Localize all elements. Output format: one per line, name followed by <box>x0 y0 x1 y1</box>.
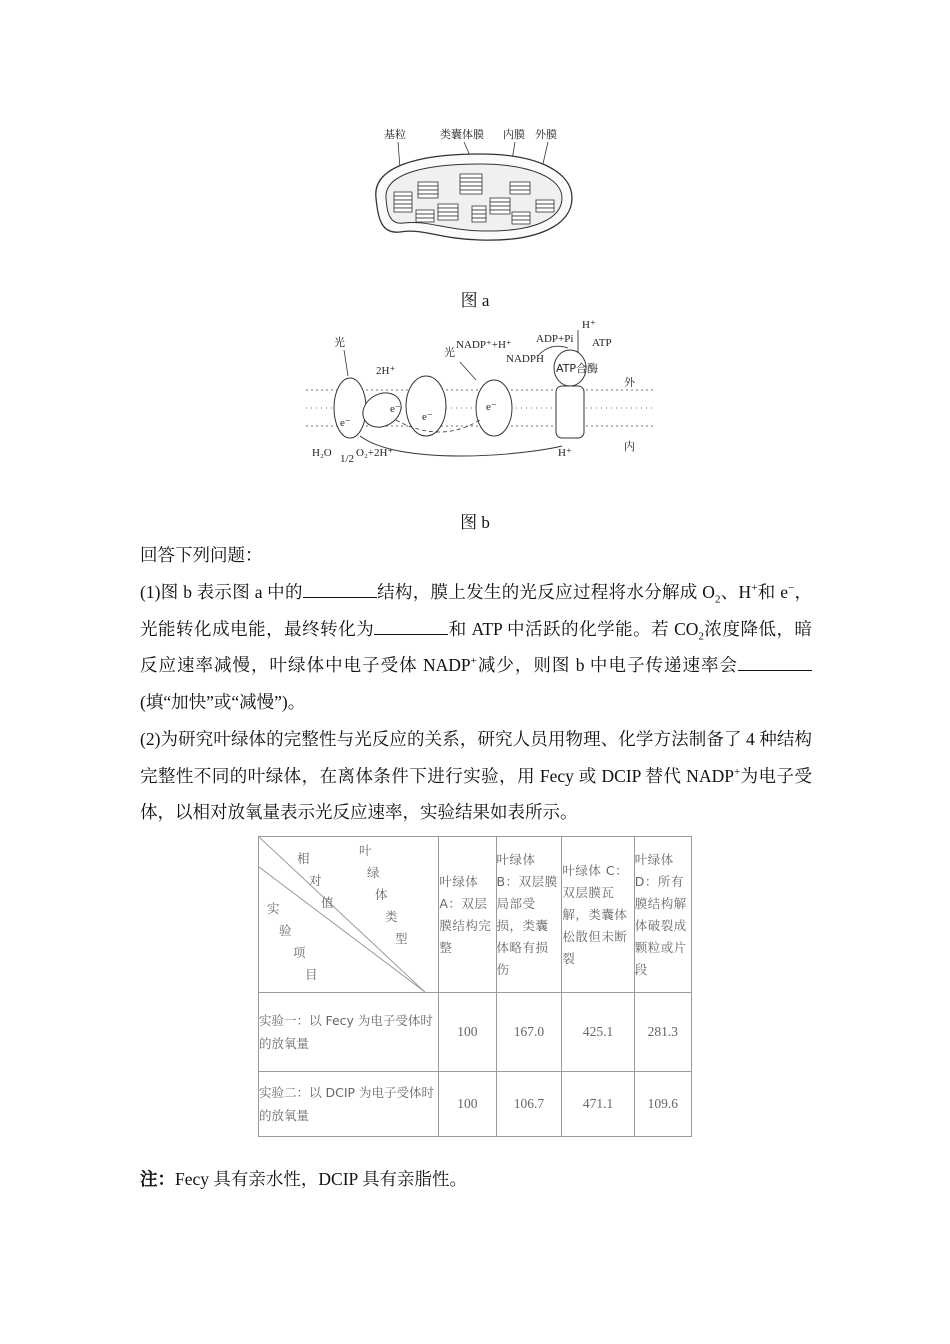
answer-blank-2[interactable] <box>374 616 448 635</box>
label-outside: 外 <box>624 376 635 389</box>
label-atp: ATP <box>592 337 612 349</box>
svg-text:相: 相 <box>297 851 310 866</box>
label-thylakoid-membrane: 类囊体膜 <box>440 128 484 141</box>
table-header-row <box>259 837 692 993</box>
footnote-text: Fecy 具有亲水性，DCIP 具有亲脂性。 <box>175 1169 467 1189</box>
column-header-b: 叶绿体 B：双层膜局部受损，类囊体略有损伤 <box>496 837 562 993</box>
results-table <box>258 836 692 1137</box>
svg-text:实: 实 <box>267 901 280 916</box>
svg-text:类: 类 <box>385 909 398 924</box>
svg-text:目: 目 <box>305 967 318 982</box>
answer-blank-3[interactable] <box>738 652 812 671</box>
table-row <box>259 993 692 1072</box>
table-cell: 109.6 <box>634 1072 691 1137</box>
label-inner-membrane: 内膜 <box>503 128 525 141</box>
figure-a-caption: 图 a <box>460 291 490 310</box>
label-electron-2: e⁻ <box>390 403 401 415</box>
table-cell: 100 <box>439 993 496 1072</box>
label-inside: 内 <box>624 440 635 453</box>
svg-text:项: 项 <box>293 945 306 960</box>
question-2: (2)为研究叶绿体的完整性与光反应的关系，研究人员用物理、化学方法制备了 4 种结构完整性不同的叶绿体，在离体条件下进行实验，用 Fecy 或 DCIP 替代 NADP+为电子受体，以相对放氧量表示光反应速率，实验结果如表所示。 <box>140 729 812 822</box>
table-cell: 100 <box>439 1072 496 1137</box>
label-h-bottom: H⁺ <box>558 447 572 459</box>
label-2h: 2H⁺ <box>376 365 396 377</box>
figure-b-caption: 图 b <box>460 513 490 532</box>
svg-text:验: 验 <box>279 923 292 938</box>
table-cell: 167.0 <box>496 993 562 1072</box>
column-header-a: 叶绿体 A：双层膜结构完整 <box>439 837 496 993</box>
figure-a-chloroplast <box>360 120 600 250</box>
label-electron-1: e⁻ <box>340 417 351 429</box>
label-half: 1/2 <box>340 453 355 465</box>
question-intro: 回答下列问题： <box>140 545 263 565</box>
corner-diagonals <box>259 837 425 992</box>
svg-text:对: 对 <box>309 873 322 888</box>
footnote-prefix: 注： <box>140 1169 175 1189</box>
label-h-top: H⁺ <box>582 319 596 331</box>
svg-text:叶: 叶 <box>359 843 372 858</box>
column-header-d: 叶绿体 D：所有膜结构解体破裂成颗粒或片段 <box>634 837 691 993</box>
chloroplast-diagram <box>360 120 600 250</box>
table-cell: 281.3 <box>634 993 691 1072</box>
column-header-c: 叶绿体 C：双层膜瓦解，类囊体松散但未断裂 <box>562 837 634 993</box>
table-cell: 106.7 <box>496 1072 562 1137</box>
svg-text:型: 型 <box>395 931 408 946</box>
svg-text:绿: 绿 <box>367 865 380 880</box>
table-row <box>259 1072 692 1137</box>
label-water: H₂O <box>312 447 332 459</box>
label-light-1: 光 <box>334 336 345 349</box>
label-atp-synthase: ATP合酶 <box>556 362 599 375</box>
label-light-2: 光 <box>444 346 455 359</box>
table-cell: 425.1 <box>562 993 634 1072</box>
footnote <box>140 1166 467 1191</box>
label-outer-membrane: 外膜 <box>535 128 557 141</box>
label-nadp: NADP⁺+H⁺ <box>456 339 512 351</box>
figure-b-thylakoid-membrane <box>300 316 660 466</box>
question-1: (1)图 b 表示图 a 中的 结构，膜上发生的光反应过程将水分解成 $O_2$、H+和 e−，光能转化成电能，最终转化为 和 ATP 中活跃的化学能。若 $CO_2$浓度降低，暗反应速率减慢，叶绿体中电子受体 NADP+减少，则图 b 中电子传递速率会(填“加快”或“减慢”)。 <box>140 574 812 720</box>
row-label-experiment-2: 实验二：以 DCIP 为电子受体时的放氧量 <box>259 1072 439 1137</box>
label-electron-3: e⁻ <box>422 411 433 423</box>
svg-text:体: 体 <box>375 887 388 902</box>
answer-blank-1[interactable] <box>303 579 377 598</box>
label-electron-4: e⁻ <box>486 401 497 413</box>
label-adp-pi: ADP+Pi <box>536 333 574 345</box>
label-nadph: NADPH <box>506 353 544 365</box>
label-granum: 基粒 <box>384 128 406 141</box>
membrane-diagram <box>300 316 660 466</box>
table-corner-cell <box>259 837 439 993</box>
label-o2: O₂+2H⁺ <box>356 447 394 459</box>
table-cell: 471.1 <box>562 1072 634 1137</box>
row-label-experiment-1: 实验一：以 Fecy 为电子受体时的放氧量 <box>259 993 439 1072</box>
svg-text:值: 值 <box>321 895 334 910</box>
